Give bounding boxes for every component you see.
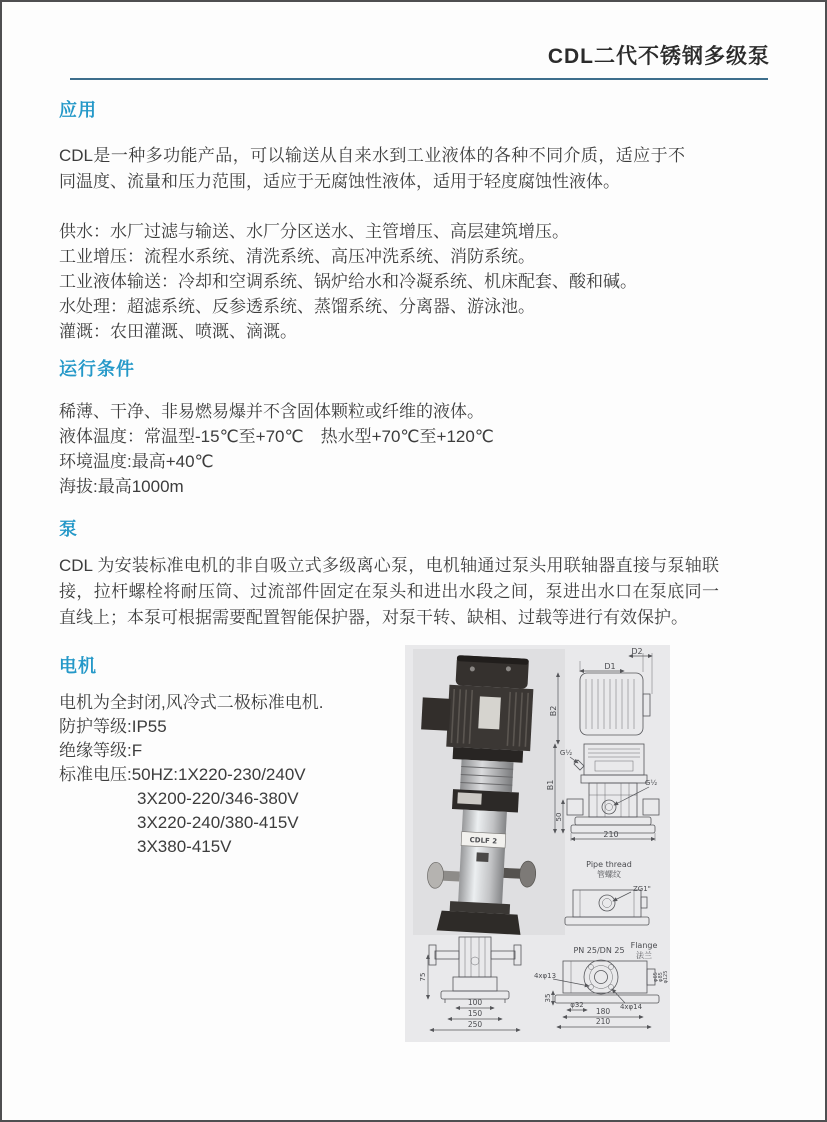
application-item: 工业增压：流程水系统、清洗系统、高压冲洗系统、消防系统。 [59,247,535,266]
pipe-thread-caption-en: Pipe thread [586,860,632,869]
dim-100: 100 [467,998,483,1007]
dim-d1: D1 [604,662,616,671]
application-list [59,219,637,344]
operating-list [59,399,494,499]
section-heading-operating: 运行条件 [59,359,135,379]
pump-description: CDL 为安装标准电机的非自吸立式多级离心泵，电机轴通过泵头用联轴器直接与泵轴联接，拉杆螺栓将耐压筒、过流部件固定在泵头和进出水段之间，泵进出水口在泵底同一直线上；本泵可根据需要配置智能保护器，对泵干转、缺相、过载等进行有效保护。 [59,556,719,627]
flange-caption-en: Flange [630,941,658,950]
dim-b2: B2 [549,705,558,717]
section-heading-motor: 电机 [59,656,97,676]
operating-line: 海拔:最高1000m [59,477,184,496]
dim-4x14: 4xφ14 [619,1003,643,1011]
flange-pn-caption: PN 25/DN 25 [573,946,625,955]
section-heading-application: 应用 [59,100,97,120]
dim-b1: B1 [546,779,555,791]
application-item: 供水：水厂过滤与输送、水厂分区送水、主管增压、高层建筑增压。 [59,222,569,241]
dim-4x13: 4xφ13 [533,972,557,980]
pump-diagram [405,645,670,1042]
dim-g-half-left: G½ [559,749,573,757]
motor-voltage-line: 3X200-220/346-380V [137,789,299,808]
dim-75: 75 [419,972,427,982]
dim-d2: D2 [631,647,643,656]
title-rule [70,78,768,80]
dim-phi125: φ125 [663,970,669,984]
motor-line: 标准电压:50HZ:1X220-230/240V [59,765,306,784]
operating-line: 稀薄、干净、非易燃易爆并不含固体颗粒或纤维的液体。 [59,402,484,421]
page-title: CDL二代不锈钢多级泵 [547,45,770,68]
application-item: 工业液体输送：冷却和空调系统、锅炉给水和冷凝系统、机床配套、酸和碱。 [59,272,637,291]
motor-line: 绝缘等级:F [59,741,143,760]
dim-210-side: 210 [603,830,619,839]
dim-phi85: φ85 [658,972,664,982]
pump-nameplate-label: CDLF 2 [469,836,498,846]
section-heading-pump: 泵 [59,519,78,539]
dim-180: 180 [595,1007,611,1016]
application-item: 水处理：超滤系统、反参透系统、蒸馏系统、分离器、游泳池。 [59,297,535,316]
dim-150: 150 [467,1009,483,1018]
pipe-thread-caption-zh: 管螺纹 [597,870,621,879]
operating-line: 环境温度:最高+40℃ [59,452,214,471]
pump-diagram-figure [405,645,670,1042]
dim-phi32: φ32 [570,1001,584,1009]
dim-phi65: φ65 [653,972,659,982]
operating-line: 液体温度：常温型-15℃至+70℃ 热水型+70℃至+120℃ [59,427,494,446]
dim-zg1: ZG1" [633,885,651,893]
dim-210-flange: 210 [595,1017,611,1026]
application-item: 灌溉：农田灌溉、喷溉、滴溉。 [59,322,297,341]
motor-line: 防护等级:IP55 [59,717,167,736]
flange-caption-zh: 法兰 [636,951,652,960]
dim-35: 35 [544,993,552,1003]
motor-voltage-line: 3X380-415V [137,837,232,856]
motor-line: 电机为全封闭,风冷式二极标准电机. [59,693,324,712]
motor-list [59,691,323,859]
application-intro: CDL是一种多功能产品，可以输送从自来水到工业液体的各种不同介质，适应于不同温度、流量和压力范围，适应于无腐蚀性液体，适用于轻度腐蚀性液体。 [59,146,685,191]
dim-50: 50 [555,812,563,822]
motor-voltage-line: 3X220-240/380-415V [137,813,299,832]
dim-250: 250 [467,1020,483,1029]
dim-g-half-right: G½ [644,779,658,787]
